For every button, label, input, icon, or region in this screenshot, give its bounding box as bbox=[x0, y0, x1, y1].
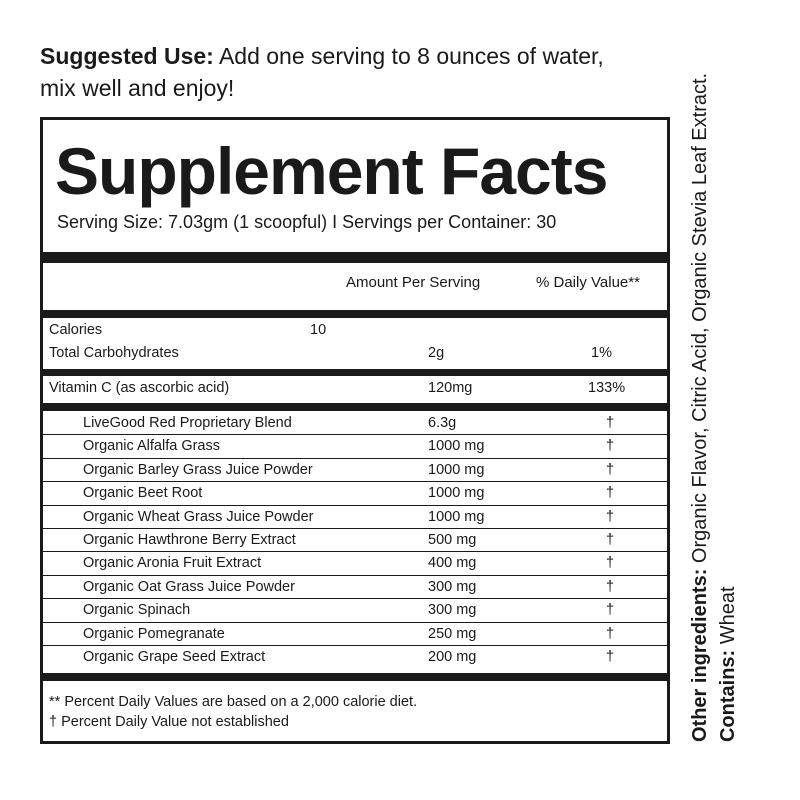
ingredient-dv: † bbox=[605, 625, 615, 642]
ingredient-name: Organic Beet Root bbox=[83, 485, 203, 502]
ingredient-name: Organic Aronia Fruit Extract bbox=[83, 555, 262, 572]
ingredient-row bbox=[43, 552, 667, 574]
serving-info: Serving Size: 7.03gm (1 scoopful) I Servings per Container: 30 bbox=[57, 212, 557, 232]
ingredient-dv: † bbox=[605, 415, 615, 431]
ingredient-name: Organic Barley Grass Juice Powder bbox=[83, 461, 313, 478]
ingredient-dv: † bbox=[605, 602, 615, 619]
header-daily-value: % Daily Value** bbox=[536, 274, 640, 291]
ingredient-amount: 200 mg bbox=[428, 649, 477, 665]
ingredient-row bbox=[43, 435, 667, 457]
ingredient-dv: † bbox=[605, 461, 615, 478]
other-ingredients-text: Organic Flavor, Citric Acid, Organic Stevia Leaf Extract. bbox=[689, 72, 711, 569]
suggested-use-label: Suggested Use: bbox=[40, 43, 214, 69]
header-amount-per-serving: Amount Per Serving bbox=[346, 274, 481, 291]
ingredient-dv: † bbox=[605, 578, 615, 595]
ingredient-name: Organic Wheat Grass Juice Powder bbox=[83, 508, 314, 525]
ingredient-amount: 1000 mg bbox=[428, 438, 485, 455]
calories-row bbox=[43, 319, 667, 341]
contains-line bbox=[714, 62, 742, 742]
ingredient-amount: 1000 mg bbox=[428, 485, 485, 502]
ingredient-amount: 1000 mg bbox=[428, 508, 485, 525]
thick-divider bbox=[43, 369, 667, 376]
ingredient-amount: 500 mg bbox=[428, 532, 477, 548]
suggested-use bbox=[40, 40, 640, 104]
supplement-facts-panel bbox=[40, 117, 670, 744]
carbohydrates-label: Total Carbohydrates bbox=[49, 345, 179, 361]
carbohydrates-row bbox=[43, 342, 667, 364]
ingredient-dv: † bbox=[605, 649, 615, 665]
thick-divider bbox=[43, 403, 667, 411]
ingredient-amount: 300 mg bbox=[428, 602, 477, 619]
vitamin-c-label: Vitamin C (as ascorbic acid) bbox=[49, 380, 230, 396]
vitamin-c-row bbox=[43, 377, 667, 399]
ingredient-name: Organic Pomegranate bbox=[83, 625, 225, 642]
contains-text: Wheat bbox=[717, 586, 739, 650]
ingredient-row bbox=[43, 412, 667, 434]
ingredient-name: Organic Hawthrone Berry Extract bbox=[83, 532, 296, 548]
calories-value: 10 bbox=[310, 322, 327, 338]
ingredient-amount: 6.3g bbox=[428, 415, 457, 431]
ingredient-row bbox=[43, 459, 667, 481]
ingredient-amount: 400 mg bbox=[428, 555, 477, 572]
other-ingredients bbox=[686, 62, 714, 742]
ingredient-amount: 250 mg bbox=[428, 625, 477, 642]
ingredient-dv: † bbox=[605, 555, 615, 572]
thick-divider bbox=[43, 252, 667, 263]
ingredient-row bbox=[43, 529, 667, 551]
ingredient-name: Organic Oat Grass Juice Powder bbox=[83, 578, 295, 595]
suggested-use-text: Add one serving to 8 ounces of water, mix well and enjoy! bbox=[40, 43, 604, 101]
ingredient-dv: † bbox=[605, 508, 615, 525]
thick-divider bbox=[43, 310, 667, 318]
ingredient-name: LiveGood Red Proprietary Blend bbox=[83, 415, 292, 431]
facts-title: Supplement Facts bbox=[55, 134, 608, 208]
ingredient-row bbox=[43, 646, 667, 668]
vitamin-c-amount: 120mg bbox=[428, 380, 473, 396]
ingredient-dv: † bbox=[605, 438, 615, 455]
carbohydrates-amount: 2g bbox=[428, 345, 445, 361]
thick-divider bbox=[43, 673, 667, 681]
other-ingredients-label: Other ingredients: bbox=[689, 568, 711, 742]
side-ingredients-text bbox=[686, 62, 742, 742]
calories-label: Calories bbox=[49, 322, 103, 338]
ingredient-row bbox=[43, 599, 667, 621]
ingredient-name: Organic Grape Seed Extract bbox=[83, 649, 266, 665]
ingredient-amount: 300 mg bbox=[428, 578, 477, 595]
ingredient-dv: † bbox=[605, 485, 615, 502]
vitamin-c-dv: 133% bbox=[588, 380, 626, 396]
ingredient-dv: † bbox=[605, 532, 615, 548]
ingredient-row bbox=[43, 506, 667, 528]
ingredient-row bbox=[43, 623, 667, 645]
carbohydrates-dv: 1% bbox=[591, 345, 612, 361]
footnote-not-established: † Percent Daily Value not established bbox=[49, 714, 289, 730]
contains-label: Contains: bbox=[717, 649, 739, 742]
ingredient-name: Organic Spinach bbox=[83, 602, 191, 619]
ingredient-row bbox=[43, 482, 667, 504]
ingredient-name: Organic Alfalfa Grass bbox=[83, 438, 220, 455]
ingredient-amount: 1000 mg bbox=[428, 461, 485, 478]
footnote-daily-values: ** Percent Daily Values are based on a 2,000 calorie diet. bbox=[49, 694, 418, 710]
ingredient-row bbox=[43, 576, 667, 598]
